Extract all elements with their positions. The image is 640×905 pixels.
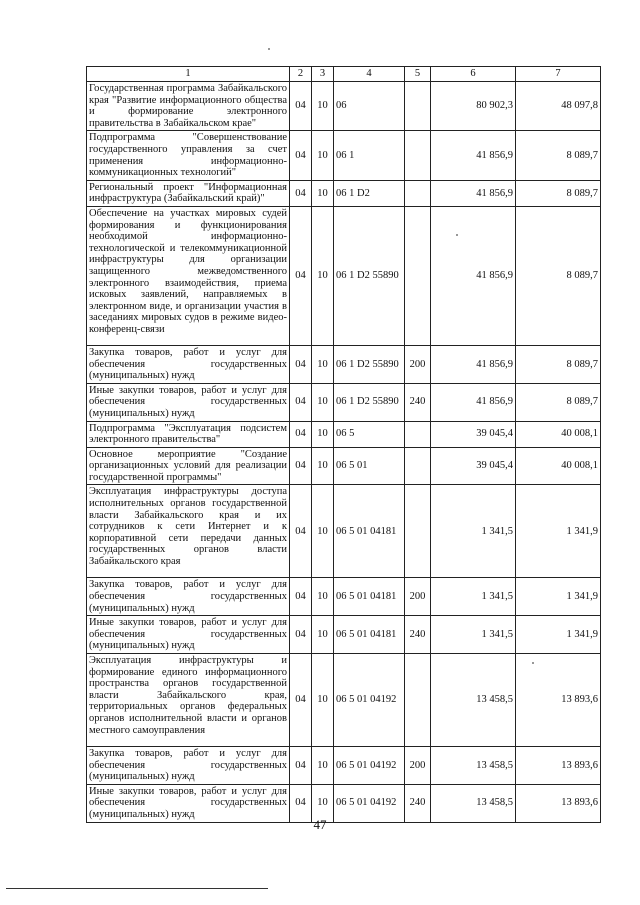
row-cell-col5: 200 bbox=[405, 747, 431, 785]
row-cell-col7: 1 341,9 bbox=[516, 485, 601, 578]
row-cell-col2: 04 bbox=[290, 616, 312, 654]
row-cell-col2: 04 bbox=[290, 383, 312, 421]
row-description: Иные закупки товаров, работ и услуг для обеспечения государственных (муниципальных) нужд bbox=[87, 784, 290, 822]
row-cell-col3: 10 bbox=[312, 747, 334, 785]
row-cell-col2: 04 bbox=[290, 421, 312, 447]
row-cell-col2: 04 bbox=[290, 180, 312, 206]
header-cell: 5 bbox=[405, 67, 431, 82]
row-cell-col7: 48 097,8 bbox=[516, 82, 601, 131]
row-description: Иные закупки товаров, работ и услуг для обеспечения государственных (муниципальных) нужд bbox=[87, 616, 290, 654]
row-cell-col5: 240 bbox=[405, 616, 431, 654]
table-row bbox=[87, 131, 601, 180]
scan-speck bbox=[268, 48, 270, 50]
header-cell: 7 bbox=[516, 67, 601, 82]
row-cell-col3: 10 bbox=[312, 345, 334, 383]
row-description: Эксплуатация инфраструктуры доступа исполнительных органов государственной власти Забайкальского края и их сотрудников к сети Интернет и к корпоративной сети передачи данных государственных органов власти Забайкальского края bbox=[87, 485, 290, 578]
row-cell-col7: 1 341,9 bbox=[516, 578, 601, 616]
row-cell-col6: 1 341,5 bbox=[431, 578, 516, 616]
row-cell-col5 bbox=[405, 421, 431, 447]
table-row bbox=[87, 747, 601, 785]
row-cell-col4: 06 bbox=[334, 82, 405, 131]
row-cell-col5: 240 bbox=[405, 784, 431, 822]
row-cell-col2: 04 bbox=[290, 485, 312, 578]
header-cell: 3 bbox=[312, 67, 334, 82]
row-cell-col2: 04 bbox=[290, 447, 312, 485]
row-cell-col5 bbox=[405, 206, 431, 345]
row-description: Подпрограмма "Совершенствование государственного управления за счет применения информационно-коммуникационных технологий" bbox=[87, 131, 290, 180]
row-cell-col5 bbox=[405, 82, 431, 131]
row-cell-col3: 10 bbox=[312, 578, 334, 616]
row-cell-col5: 200 bbox=[405, 345, 431, 383]
header-cell: 4 bbox=[334, 67, 405, 82]
row-cell-col3: 10 bbox=[312, 383, 334, 421]
header-cell: 6 bbox=[431, 67, 516, 82]
row-cell-col6: 41 856,9 bbox=[431, 345, 516, 383]
header-row bbox=[87, 67, 601, 82]
row-description: Иные закупки товаров, работ и услуг для обеспечения государственных (муниципальных) нужд bbox=[87, 383, 290, 421]
row-cell-col5 bbox=[405, 180, 431, 206]
row-cell-col4: 06 1 D2 55890 bbox=[334, 345, 405, 383]
row-description: Основное мероприятие "Создание организационных условий для реализации государственной программы" bbox=[87, 447, 290, 485]
row-cell-col3: 10 bbox=[312, 180, 334, 206]
row-cell-col5 bbox=[405, 447, 431, 485]
row-description: Обеспечение на участках мировых судей формирования и функционирования необходимой информационно-технологической и телекоммуникационной инфраструктуры для организации защищенного межведомственного электронного взаимодействия, приема исковых заявлений, направляемых в электронном виде, и организации участия в заседаниях мировых судов в режиме видео-конференц-связи bbox=[87, 206, 290, 345]
row-cell-col6: 41 856,9 bbox=[431, 131, 516, 180]
row-cell-col4: 06 5 01 04181 bbox=[334, 485, 405, 578]
row-cell-col6: 13 458,5 bbox=[431, 784, 516, 822]
row-cell-col4: 06 5 01 04181 bbox=[334, 616, 405, 654]
row-cell-col7: 8 089,7 bbox=[516, 131, 601, 180]
row-description: Эксплуатация инфраструктуры и формирование единого информационного пространства органов государственной власти Забайкальского края, территориальных органов федеральных органов исполнительной власти и органов местного самоуправления bbox=[87, 654, 290, 747]
row-cell-col7: 40 008,1 bbox=[516, 447, 601, 485]
table-row bbox=[87, 383, 601, 421]
row-cell-col3: 10 bbox=[312, 616, 334, 654]
row-cell-col4: 06 5 01 04192 bbox=[334, 784, 405, 822]
header-cell: 2 bbox=[290, 67, 312, 82]
row-cell-col3: 10 bbox=[312, 485, 334, 578]
row-cell-col6: 41 856,9 bbox=[431, 180, 516, 206]
row-description: Подпрограмма "Эксплуатация подсистем электронного правительства" bbox=[87, 421, 290, 447]
row-cell-col6: 13 458,5 bbox=[431, 747, 516, 785]
table-row bbox=[87, 421, 601, 447]
row-description: Закупка товаров, работ и услуг для обеспечения государственных (муниципальных) нужд bbox=[87, 345, 290, 383]
row-cell-col4: 06 5 01 04192 bbox=[334, 747, 405, 785]
row-cell-col4: 06 1 D2 55890 bbox=[334, 206, 405, 345]
row-cell-col3: 10 bbox=[312, 654, 334, 747]
row-cell-col4: 06 5 bbox=[334, 421, 405, 447]
row-cell-col4: 06 1 D2 55890 bbox=[334, 383, 405, 421]
row-cell-col7: 8 089,7 bbox=[516, 383, 601, 421]
table-row bbox=[87, 447, 601, 485]
row-cell-col7: 8 089,7 bbox=[516, 180, 601, 206]
row-cell-col4: 06 5 01 04192 bbox=[334, 654, 405, 747]
row-cell-col7: 13 893,6 bbox=[516, 747, 601, 785]
table-row bbox=[87, 345, 601, 383]
row-cell-col7: 13 893,6 bbox=[516, 654, 601, 747]
row-cell-col6: 39 045,4 bbox=[431, 447, 516, 485]
row-cell-col5 bbox=[405, 654, 431, 747]
row-cell-col3: 10 bbox=[312, 784, 334, 822]
row-cell-col4: 06 1 bbox=[334, 131, 405, 180]
row-cell-col6: 1 341,5 bbox=[431, 485, 516, 578]
row-cell-col6: 13 458,5 bbox=[431, 654, 516, 747]
row-cell-col6: 41 856,9 bbox=[431, 383, 516, 421]
budget-table bbox=[86, 66, 601, 823]
row-cell-col6: 80 902,3 bbox=[431, 82, 516, 131]
row-description: Закупка товаров, работ и услуг для обеспечения государственных (муниципальных) нужд bbox=[87, 747, 290, 785]
row-cell-col5: 200 bbox=[405, 578, 431, 616]
row-cell-col3: 10 bbox=[312, 82, 334, 131]
table-row bbox=[87, 616, 601, 654]
row-cell-col2: 04 bbox=[290, 345, 312, 383]
row-cell-col2: 04 bbox=[290, 578, 312, 616]
row-cell-col7: 40 008,1 bbox=[516, 421, 601, 447]
row-cell-col6: 41 856,9 bbox=[431, 206, 516, 345]
table-row bbox=[87, 82, 601, 131]
row-cell-col3: 10 bbox=[312, 206, 334, 345]
table-row bbox=[87, 485, 601, 578]
header-cell: 1 bbox=[87, 67, 290, 82]
table-row bbox=[87, 578, 601, 616]
row-cell-col2: 04 bbox=[290, 131, 312, 180]
row-cell-col2: 04 bbox=[290, 206, 312, 345]
row-description: Закупка товаров, работ и услуг для обеспечения государственных (муниципальных) нужд bbox=[87, 578, 290, 616]
row-cell-col3: 10 bbox=[312, 131, 334, 180]
row-cell-col2: 04 bbox=[290, 82, 312, 131]
table-row bbox=[87, 180, 601, 206]
row-description: Региональный проект "Информационная инфраструктура (Забайкальский край)" bbox=[87, 180, 290, 206]
row-cell-col5: 240 bbox=[405, 383, 431, 421]
page-number: 47 bbox=[313, 817, 327, 832]
row-cell-col7: 13 893,6 bbox=[516, 784, 601, 822]
row-cell-col5 bbox=[405, 131, 431, 180]
row-cell-col2: 04 bbox=[290, 654, 312, 747]
row-cell-col6: 39 045,4 bbox=[431, 421, 516, 447]
row-cell-col7: 8 089,7 bbox=[516, 345, 601, 383]
row-cell-col2: 04 bbox=[290, 747, 312, 785]
row-description: Государственная программа Забайкальского края "Развитие информационного общества и формирование электронного правительства в Забайкальском крае" bbox=[87, 82, 290, 131]
row-cell-col3: 10 bbox=[312, 447, 334, 485]
row-cell-col7: 1 341,9 bbox=[516, 616, 601, 654]
row-cell-col4: 06 1 D2 bbox=[334, 180, 405, 206]
row-cell-col4: 06 5 01 bbox=[334, 447, 405, 485]
row-cell-col3: 10 bbox=[312, 421, 334, 447]
row-cell-col6: 1 341,5 bbox=[431, 616, 516, 654]
row-cell-col4: 06 5 01 04181 bbox=[334, 578, 405, 616]
row-cell-col7: 8 089,7 bbox=[516, 206, 601, 345]
row-cell-col2: 04 bbox=[290, 784, 312, 822]
footnote-divider bbox=[6, 888, 268, 889]
table-row bbox=[87, 654, 601, 747]
row-cell-col5 bbox=[405, 485, 431, 578]
table-row bbox=[87, 206, 601, 345]
